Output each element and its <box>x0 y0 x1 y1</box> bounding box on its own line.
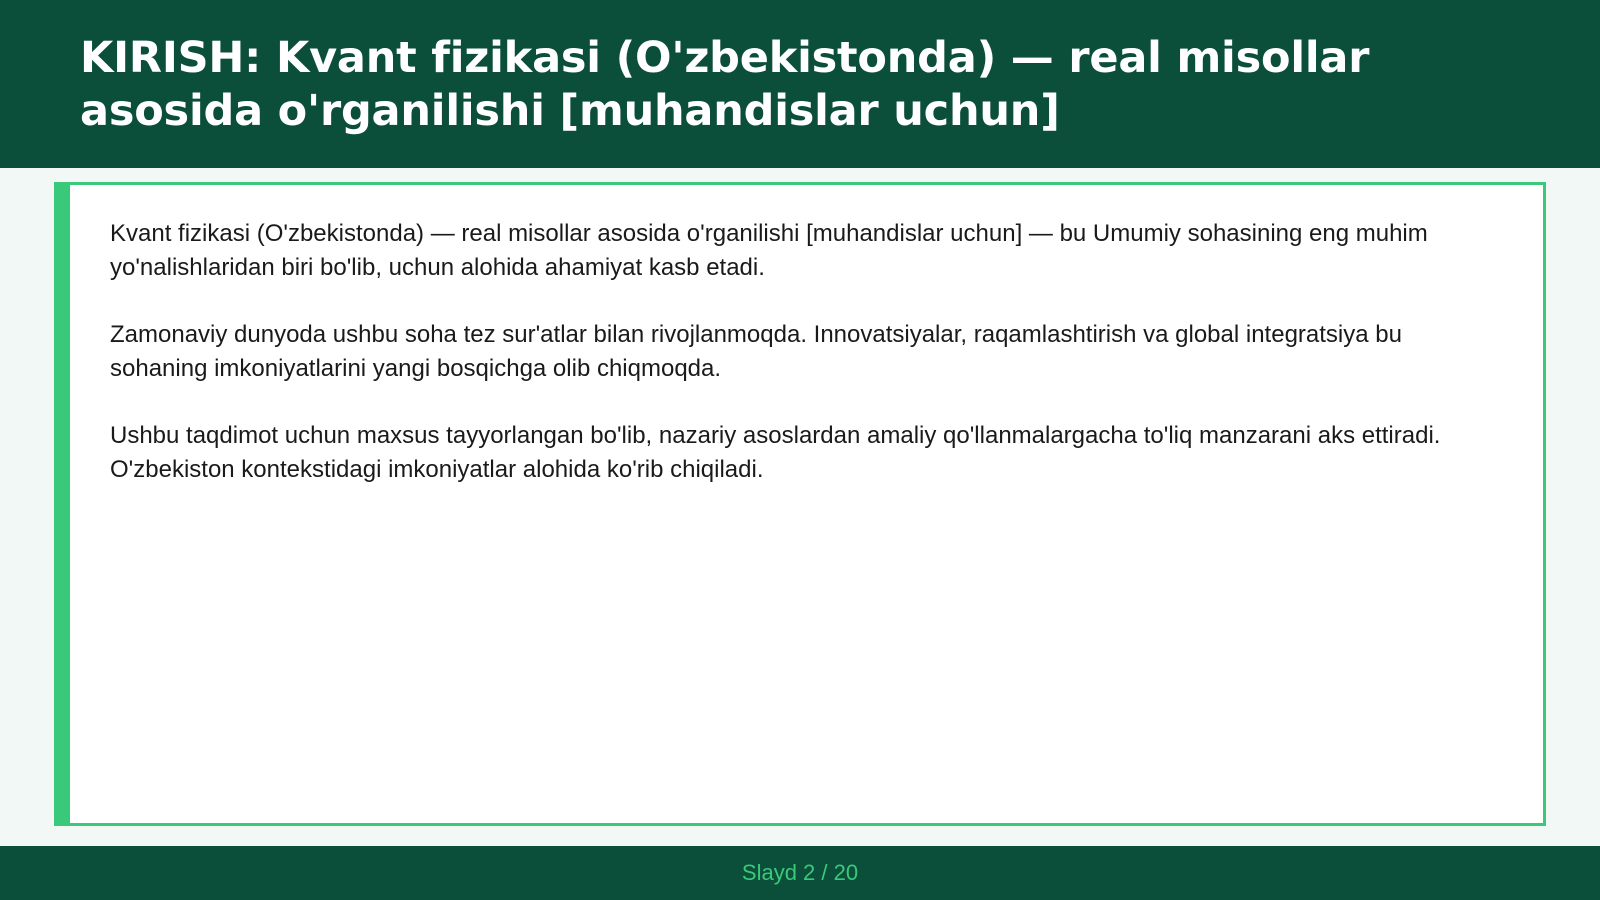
content-box <box>54 182 1546 826</box>
slide-footer <box>0 846 1600 900</box>
intro-paragraph: Kvant fizikasi (O'zbekistonda) — real misollar asosida o'rganilishi [muhandislar uchun] — bu Umumiy sohasining eng muhim yo'nalishlaridan biri bo'lib, uchun alohida ahamiyat kasb etadi. <box>110 220 1428 281</box>
presentation-purpose-paragraph: Ushbu taqdimot uchun maxsus tayyorlangan bo'lib, nazariy asoslardan amaliy qo'llanmalargacha to'liq manzarani aks ettiradi. O'zbekiston kontekstidagi imkoniyatlar alohida ko'rib chiqiladi. <box>110 422 1441 483</box>
modern-world-paragraph: Zamonaviy dunyoda ushbu soha tez sur'atlar bilan rivojlanmoqda. Innovatsiyalar, raqamlashtirish va global integratsiya bu sohaning imkoniyatlarini yangi bosqichga olib chiqmoqda. <box>110 321 1402 382</box>
slide-number: Slayd 2 / 20 <box>741 860 859 885</box>
slide-header <box>0 0 1600 168</box>
slide-title: KIRISH: Kvant fizikasi (O'zbekistonda) — real misollar asosida o'rganilishi [muhandislar uchun] <box>80 33 1370 136</box>
